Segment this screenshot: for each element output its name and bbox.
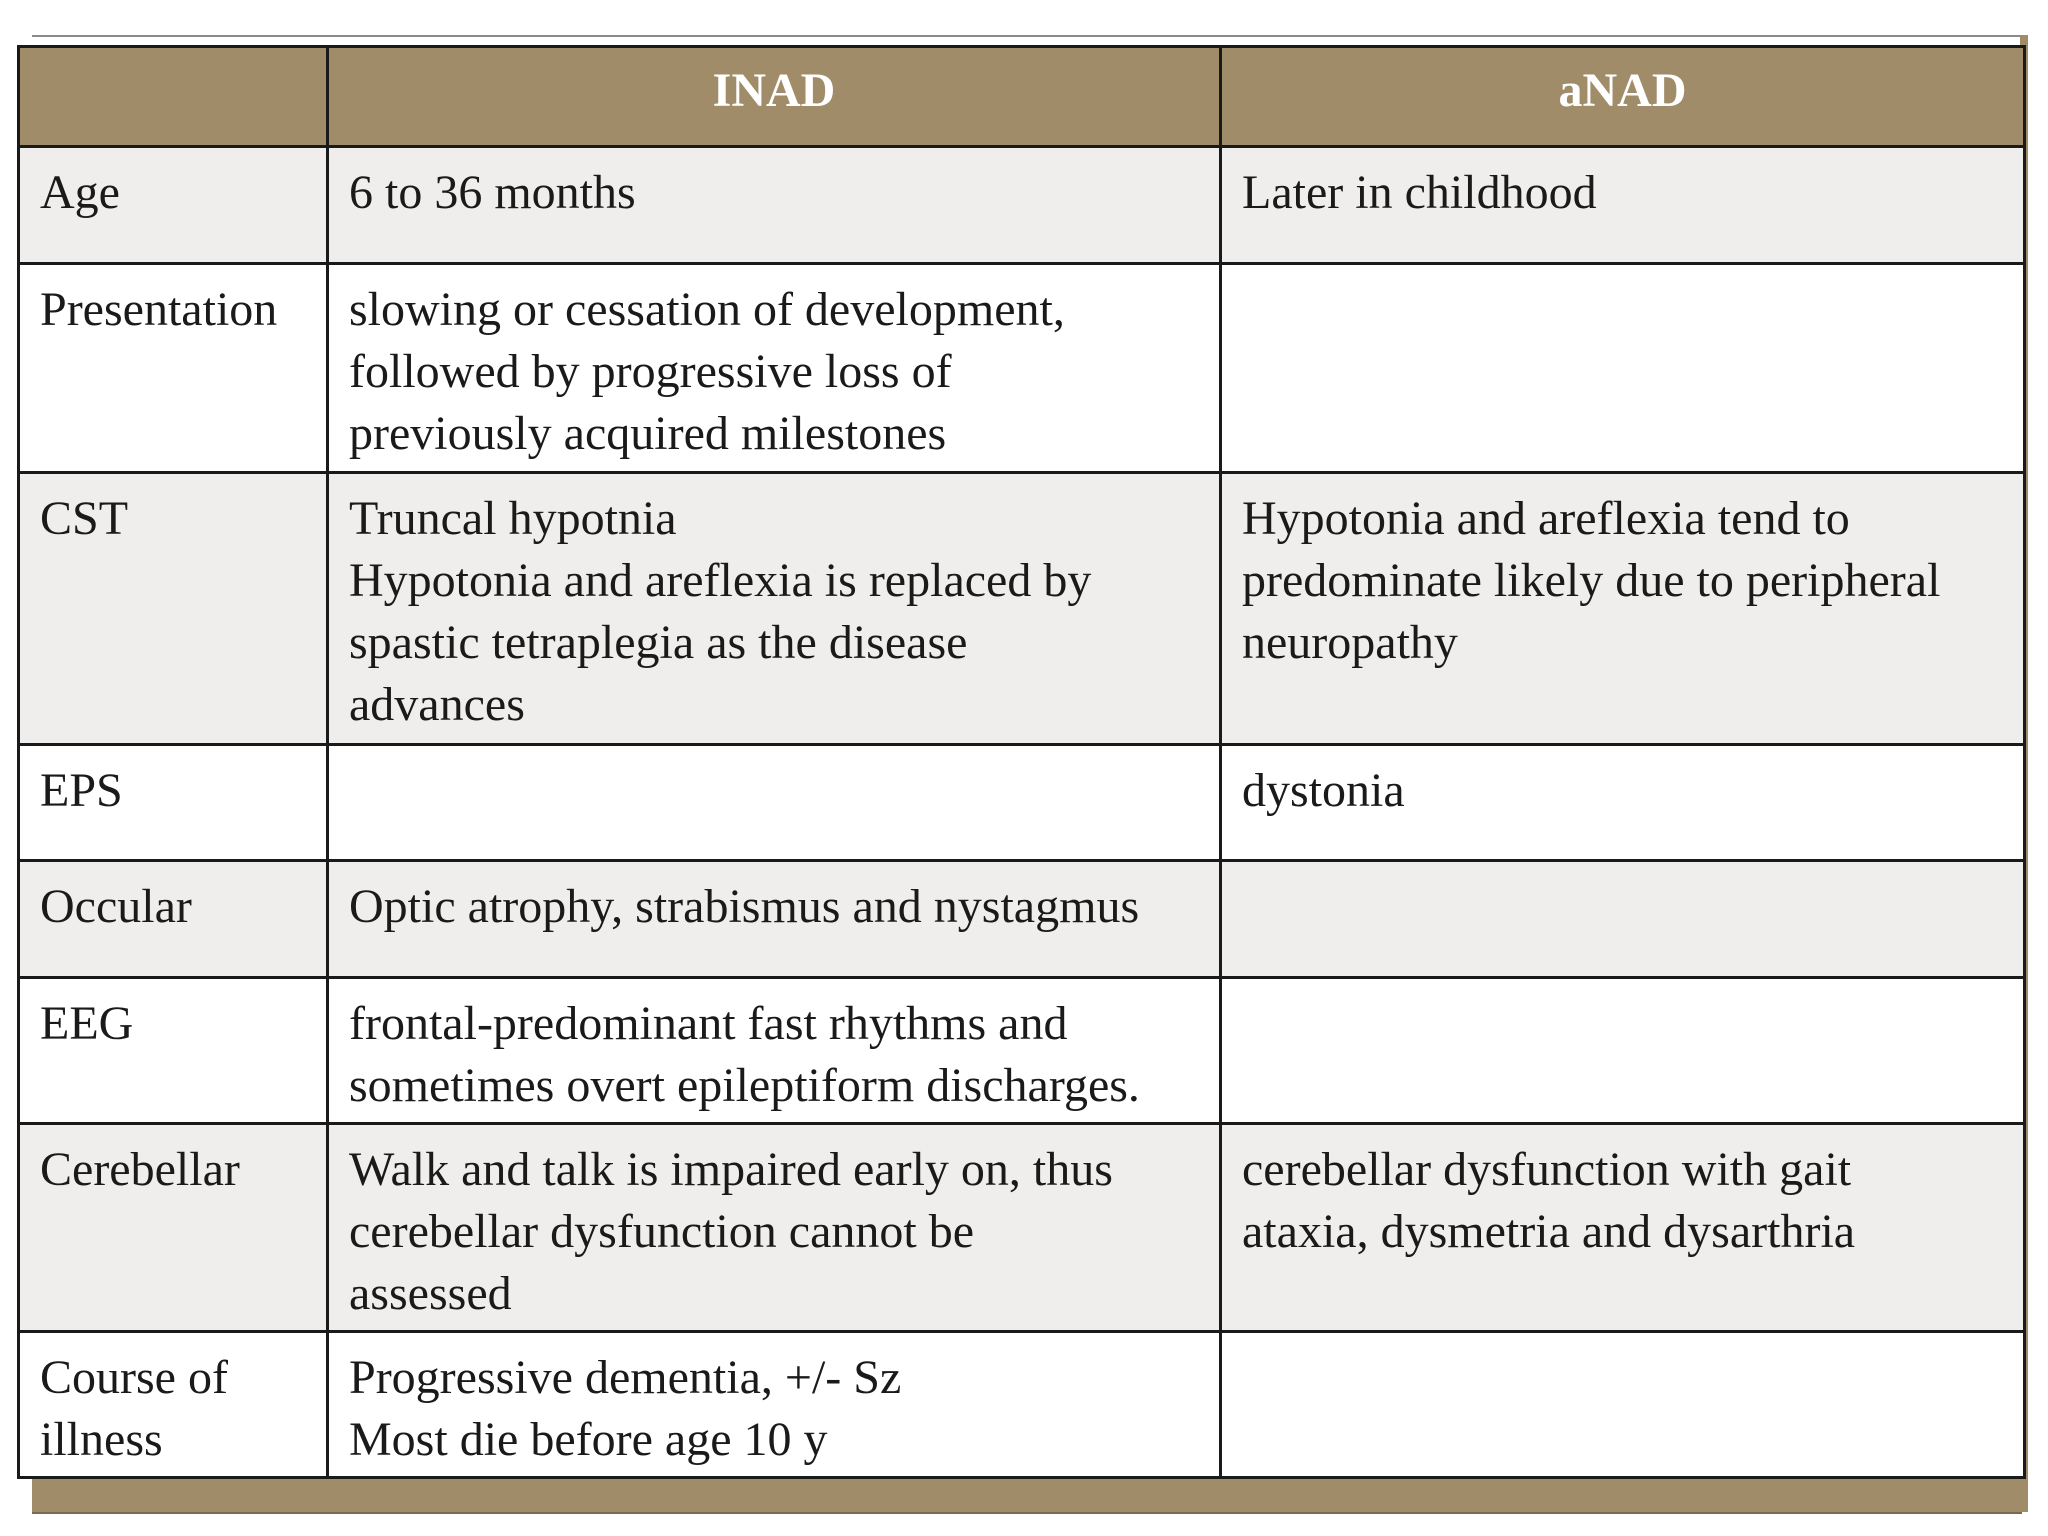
table-row-occular bbox=[19, 861, 2025, 978]
table-row-cerebellar bbox=[19, 1123, 2025, 1331]
comparison-table bbox=[17, 45, 2026, 1479]
header-row bbox=[19, 47, 2025, 147]
table-row-eeg bbox=[19, 977, 2025, 1123]
table-row-cst bbox=[19, 472, 2025, 744]
row-label: EEG bbox=[19, 977, 328, 1123]
inad-cell: Truncal hypotnia Hypotonia and areflexia is replaced by spastic tetraplegia as the disease advances bbox=[328, 472, 1221, 744]
inad-cell: Optic atrophy, strabismus and nystagmus bbox=[328, 861, 1221, 978]
anad-cell bbox=[1221, 861, 2025, 978]
anad-cell bbox=[1221, 1331, 2025, 1477]
row-label: Cerebellar bbox=[19, 1123, 328, 1331]
table-row-eps bbox=[19, 744, 2025, 861]
inad-cell bbox=[328, 744, 1221, 861]
row-label: Occular bbox=[19, 861, 328, 978]
row-label: CST bbox=[19, 472, 328, 744]
frame-bottom-bar bbox=[32, 1476, 2022, 1514]
inad-cell: frontal-predominant fast rhythms and sometimes overt epileptiform discharges. bbox=[328, 977, 1221, 1123]
inad-cell: Walk and talk is impaired early on, thus cerebellar dysfunction cannot be assessed bbox=[328, 1123, 1221, 1331]
anad-cell bbox=[1221, 977, 2025, 1123]
inad-cell: 6 to 36 months bbox=[328, 147, 1221, 264]
table-row-course-of-illness bbox=[19, 1331, 2025, 1477]
row-label: Course of illness bbox=[19, 1331, 328, 1477]
header-anad: aNAD bbox=[1221, 47, 2025, 147]
inad-cell: slowing or cessation of development, followed by progressive loss of previously acquired milestones bbox=[328, 263, 1221, 472]
anad-cell: cerebellar dysfunction with gait ataxia, dysmetria and dysarthria bbox=[1221, 1123, 2025, 1331]
header-inad: INAD bbox=[328, 47, 1221, 147]
row-label: Age bbox=[19, 147, 328, 264]
anad-cell bbox=[1221, 263, 2025, 472]
frame-top-line bbox=[32, 35, 2022, 37]
row-label: Presentation bbox=[19, 263, 328, 472]
anad-cell: Hypotonia and areflexia tend to predominate likely due to peripheral neuropathy bbox=[1221, 472, 2025, 744]
row-label: EPS bbox=[19, 744, 328, 861]
inad-cell: Progressive dementia, +/- Sz Most die before age 10 y bbox=[328, 1331, 1221, 1477]
anad-cell: dystonia bbox=[1221, 744, 2025, 861]
anad-cell: Later in childhood bbox=[1221, 147, 2025, 264]
header-corner-cell bbox=[19, 47, 328, 147]
table-row-presentation bbox=[19, 263, 2025, 472]
table-row-age bbox=[19, 147, 2025, 264]
